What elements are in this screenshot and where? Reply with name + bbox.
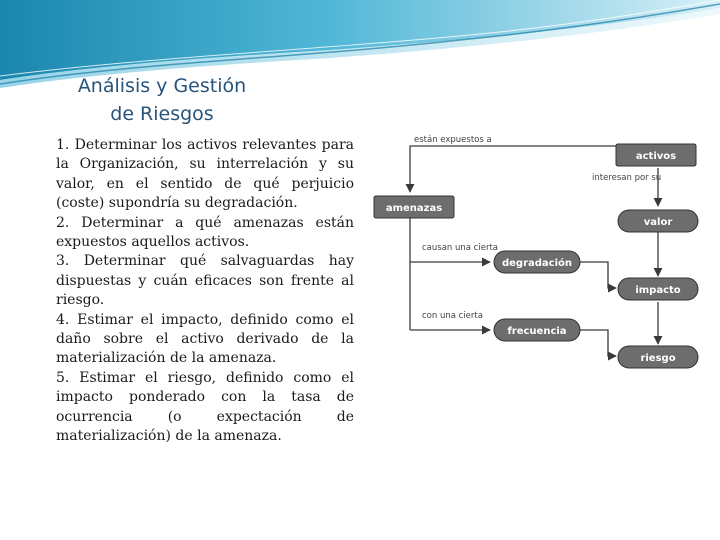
node-valor bbox=[618, 210, 698, 232]
node-degradacion-label: degradación bbox=[501, 258, 573, 269]
steps-list bbox=[56, 136, 354, 447]
node-frecuencia-label: frecuencia bbox=[507, 326, 567, 337]
page-title-line2: de Riesgos bbox=[110, 103, 214, 125]
node-activos bbox=[616, 144, 696, 166]
node-impacto-label: impacto bbox=[635, 285, 681, 296]
step-item: 3. Determinar qué salvaguardas hay dispuestas y cuán eficaces son frente al riesgo. bbox=[56, 253, 354, 309]
step-item: 1. Determinar los activos relevantes para la Organización, su interrelación y su valor, en el sentido de qué perjuicio (coste) supondría su degradación. bbox=[56, 137, 354, 212]
label-causan: causan una cierta bbox=[422, 243, 498, 253]
node-degradacion bbox=[494, 251, 580, 273]
node-activos-label: activos bbox=[635, 151, 677, 162]
step-item: 4. Estimar el impacto, definido como el daño sobre el activo derivado de la materialización de la amenaza. bbox=[56, 311, 354, 367]
page-title bbox=[42, 72, 282, 128]
label-conuna: con una cierta bbox=[422, 311, 483, 321]
node-impacto bbox=[618, 278, 698, 300]
step-item: 2. Determinar a qué amenazas están expuestos aquellos activos. bbox=[56, 214, 354, 251]
page-title-line1: Análisis y Gestión bbox=[77, 75, 247, 97]
label-expuestos: están expuestos a bbox=[414, 135, 492, 145]
node-amenazas-label: amenazas bbox=[385, 203, 443, 214]
step-item: 5. Estimar el riesgo, definido como el impacto ponderado con la tasa de ocurrencia (o expectación de materialización) de la amenaza. bbox=[56, 369, 354, 445]
label-interesan: interesan por su bbox=[592, 173, 662, 183]
edge-frecuencia-riesgo bbox=[580, 330, 616, 356]
risk-analysis-diagram bbox=[368, 126, 720, 380]
node-riesgo-label: riesgo bbox=[640, 353, 676, 364]
edge-activos-amenazas bbox=[410, 146, 616, 192]
node-valor-label: valor bbox=[643, 217, 673, 228]
node-amenazas bbox=[374, 196, 454, 218]
node-frecuencia bbox=[494, 319, 580, 341]
node-riesgo bbox=[618, 346, 698, 368]
edge-degradacion-impacto bbox=[580, 262, 616, 288]
